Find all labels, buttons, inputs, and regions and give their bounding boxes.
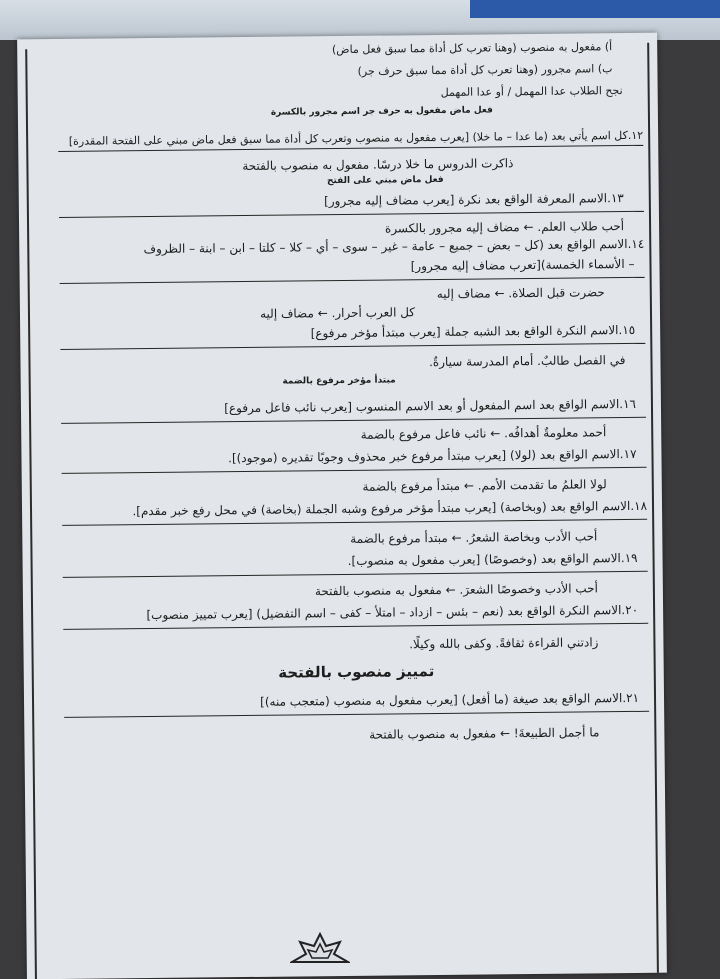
example-line: زادتني القراءة ثقافةً. وكفى بالله وكيلًا.	[409, 635, 599, 652]
rule-14: ١٤.الاسم الواقع بعد (كل – بعض – جميع – عامة – غير – سوى – أي – كلا – كلتا – ابن – ابنة – الظروف	[143, 236, 645, 257]
example-line: أحب الأدب وبخاصة الشعرُ. ← مبتدأ مرفوع بالضمة	[350, 529, 598, 546]
rule-15: ١٥.الاسم النكرة الواقع بعد الشبه جملة [يعرب مبتدأ مؤخر مرفوع]	[60, 324, 645, 350]
rule-20: ٢٠.الاسم النكرة الواقع بعد (نعم – بئس – ازداد – امتلأ – كفى – اسم التفضيل) [يعرب تمييز منصوب]	[63, 604, 648, 630]
example-line: أحب الأدب وخصوصًا الشعرَ. ← مفعول به منصوب بالفتحة	[314, 581, 598, 599]
text-line: أ) مفعول به منصوب (وهنا تعرب كل أداة مما سبق فعل ماض)	[331, 40, 613, 57]
annotation-line: فعل ماض مبني على الفتح	[326, 174, 444, 187]
example-line: كل العرب أحرار. ← مضاف إليه	[259, 305, 416, 321]
rule-14-cont: – الأسماء الخمسة)[تعرب مضاف إليه مجرور]	[59, 258, 644, 284]
example-line: حضرت قبل الصلاة. ← مضاف إليه	[436, 285, 605, 301]
worksheet-page	[17, 33, 667, 979]
example-line: ذاكرت الدروس ما خلا درسًا. مفعول به منصوب بالفتحة	[242, 156, 514, 174]
rule-18: ١٨.الاسم الواقع بعد (وبخاصة) [يعرب مبتدأ مؤخر مرفوع وشبه الجملة (بخاصة) في محل رفع خبر مقدم].	[62, 500, 647, 526]
annotation-line: مبتدأ مؤخر مرفوع بالضمة	[282, 375, 396, 387]
example-line: ما أجمل الطبيعةَ! ← مفعول به منصوب بالفتحة	[369, 725, 600, 742]
example-line: أحمد معلومةٌ أهدافُه. ← نائب فاعل مرفوع بالضمة	[360, 425, 607, 442]
star-ornament	[290, 932, 350, 972]
blue-bar	[470, 0, 720, 18]
rule-12: ١٢.كل اسم يأتي بعد (ما عدا – ما خلا) [يعرب مفعول به منصوب وتعرب كل أداة مما سبق فعل ماض مبني على الفتحة المقدرة]	[58, 127, 643, 152]
rule-16: ١٦.الاسم الواقع بعد اسم المفعول أو بعد الاسم المنسوب [يعرب نائب فاعل مرفوع]	[61, 398, 646, 424]
rule-17: ١٧.الاسم الواقع بعد (لولا) [يعرب مبتدأ مرفوع خبر محذوف وجوبًا تقديره (موجود)].	[61, 448, 646, 474]
example-line: أحب طلاب العلم. ← مضاف إليه مجرور بالكسرة	[384, 219, 625, 236]
annotation-line: فعل ماض مفعول به حرف جر اسم مجرور بالكسرة	[270, 105, 493, 118]
rule-19: ١٩.الاسم الواقع بعد (وخصوصًا) [يعرب مفعول به منصوب].	[63, 552, 648, 578]
example-line: في الفصل طالبٌ. أمام المدرسة سيارةٌ.	[429, 353, 626, 370]
section-heading: تمييز منصوب بالفتحة	[278, 662, 435, 682]
margin-line-left	[25, 49, 37, 979]
text-line: ب) اسم مجرور (وهنا تعرب كل أداة مما سبق حرف جر)	[357, 62, 613, 78]
page-content	[57, 41, 649, 754]
margin-line-right	[647, 43, 659, 973]
rule-21: ٢١.الاسم الواقع بعد صيغة (ما أفعل) [يعرب مفعول به منصوب (متعجب منه)]	[64, 692, 649, 718]
example-line: لولا العلمُ ما تقدمت الأمم. ← مبتدأ مرفوع بالضمة	[362, 477, 607, 494]
rule-13: ١٣.الاسم المعرفة الواقع بعد نكرة [يعرب مضاف إليه مجرور]	[59, 192, 644, 218]
example-line: نجح الطلاب عدا المهمل / أو عدا المهمل	[440, 84, 623, 99]
